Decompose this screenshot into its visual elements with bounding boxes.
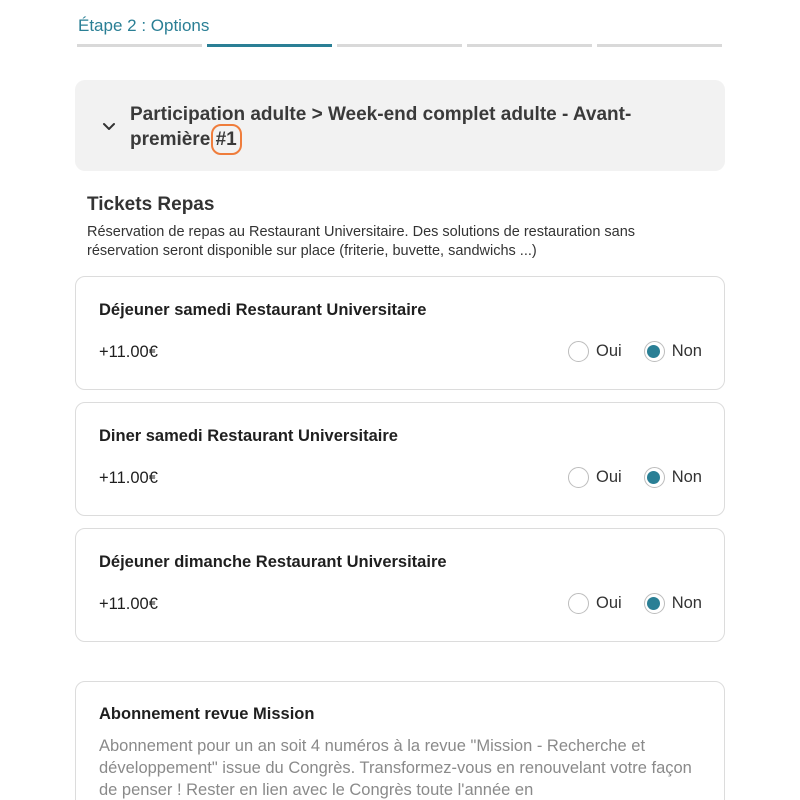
meal-option-title: Déjeuner dimanche Restaurant Universitaire — [99, 553, 447, 571]
progress-segment-2 — [207, 44, 332, 47]
radio-oui-label[interactable]: Oui — [596, 468, 622, 486]
meal-option-card — [75, 402, 725, 516]
radio-non-circle[interactable] — [644, 593, 665, 614]
radio-oui-circle[interactable] — [568, 593, 589, 614]
chevron-down-icon[interactable] — [99, 116, 119, 136]
radio-non-label[interactable]: Non — [671, 594, 702, 612]
participant-badge-text: #1 — [215, 129, 237, 150]
radio-non-circle[interactable] — [644, 341, 665, 362]
section-title: Tickets Repas — [87, 194, 215, 215]
meal-option-price: +11.00€ — [99, 343, 158, 361]
participant-badge — [216, 127, 237, 152]
radio-oui-circle[interactable] — [568, 467, 589, 488]
meal-option-card — [75, 528, 725, 642]
meal-option-price: +11.00€ — [99, 469, 158, 487]
step-title: Étape 2 : Options — [78, 16, 210, 35]
radio-non[interactable] — [644, 341, 702, 362]
section-description: Réservation de repas au Restaurant Universitaire. Des solutions de restauration sans réservation seront disponible sur place (friterie, buvette, sandwichs ...) — [87, 224, 636, 259]
meal-option-title: Déjeuner samedi Restaurant Universitaire — [99, 301, 427, 319]
radio-oui[interactable] — [568, 593, 622, 614]
radio-non[interactable] — [644, 467, 702, 488]
radio-non-label[interactable]: Non — [671, 342, 702, 360]
radio-oui-label[interactable]: Oui — [596, 342, 622, 360]
meal-option-price: +11.00€ — [99, 595, 158, 613]
radio-non-circle[interactable] — [644, 467, 665, 488]
meal-option-radio-group — [546, 593, 702, 614]
subscription-description: Abonnement pour un an soit 4 numéros à la revue "Mission - Recherche et développement" issue du Congrès. Transformez-vous en renouvelant votre façon de penser ! Rester en lien avec le Congrès toute l'année en — [99, 737, 692, 799]
progress-segment-5 — [597, 44, 722, 47]
radio-non[interactable] — [644, 593, 702, 614]
radio-oui-label[interactable]: Oui — [596, 594, 622, 612]
progress-segment-3 — [337, 44, 462, 47]
participant-accordion[interactable] — [75, 80, 725, 171]
progress-segment-4 — [467, 44, 592, 47]
radio-oui[interactable] — [568, 341, 622, 362]
progress-segment-1 — [77, 44, 202, 47]
meal-option-title: Diner samedi Restaurant Universitaire — [99, 427, 398, 445]
radio-oui-circle[interactable] — [568, 341, 589, 362]
meal-option-card — [75, 276, 725, 390]
radio-non-label[interactable]: Non — [671, 468, 702, 486]
meal-option-radio-group — [546, 341, 702, 362]
accordion-title — [130, 102, 690, 152]
step-progress — [77, 44, 722, 47]
radio-oui[interactable] — [568, 467, 622, 488]
subscription-card — [75, 681, 725, 800]
meal-option-radio-group — [546, 467, 702, 488]
subscription-title: Abonnement revue Mission — [99, 705, 315, 723]
accordion-title-text: Participation adulte > Week-end complet adulte - Avant-première — [130, 104, 632, 150]
badge-highlight-ring — [211, 124, 242, 155]
